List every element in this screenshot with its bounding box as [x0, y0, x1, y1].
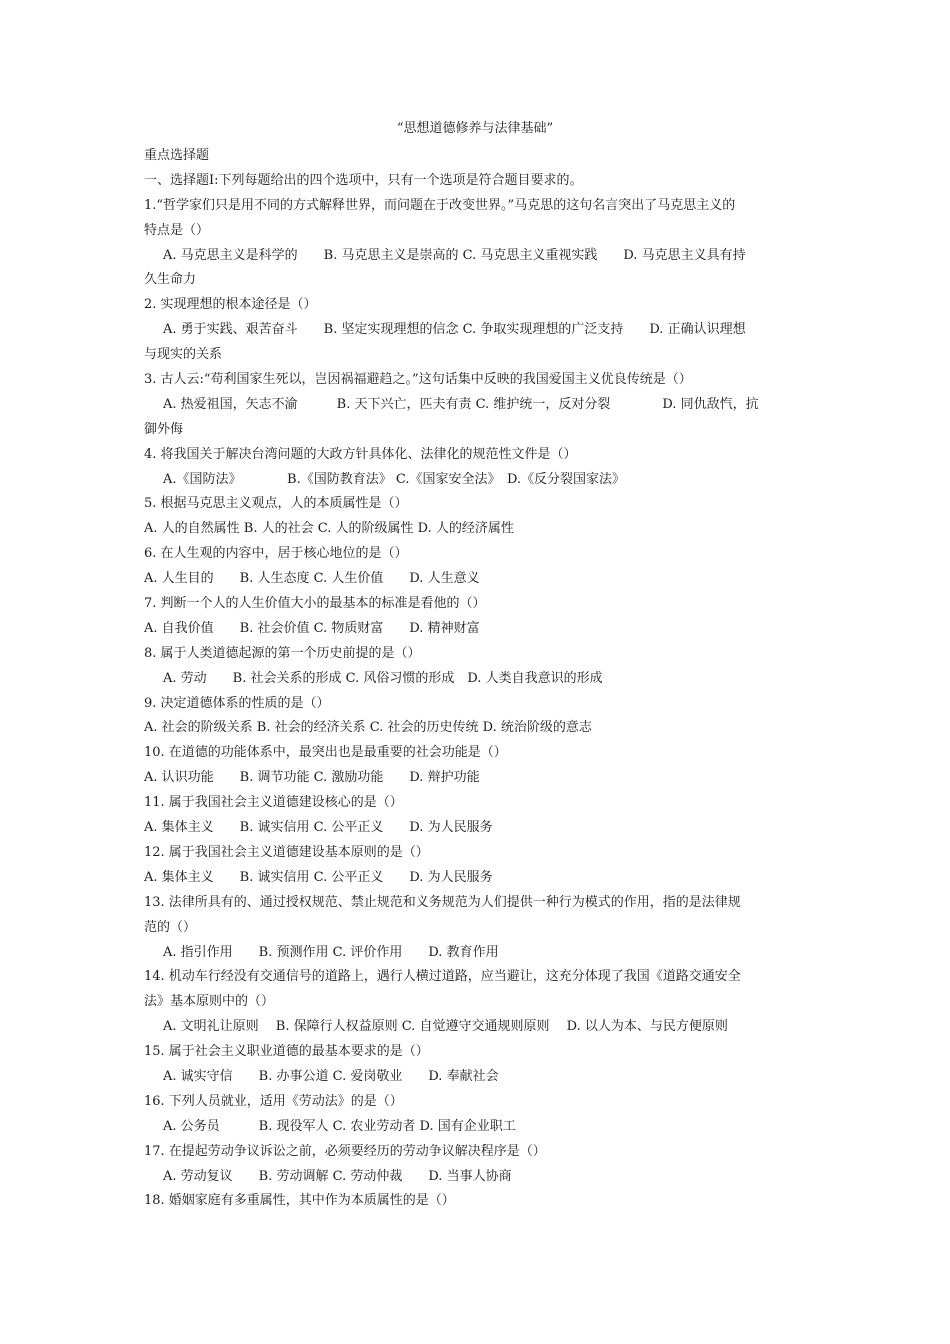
text-line: A. 人的自然属性 B. 人的社会 C. 人的阶级属性 D. 人的经济属性 [144, 521, 514, 537]
instruction-text: 一、选择题Ⅰ:下列每题给出的四个选项中，只有一个选项是符合题目要求的。 [144, 172, 583, 188]
text-line: A. 劳动复议 B. 劳动调解 C. 劳动仲裁 D. 当事人协商 [163, 1168, 512, 1184]
text-line: 2. 实现理想的根本途径是（） [144, 297, 317, 313]
text-line: 12. 属于我国社会主义道德建设基本原则的是（） [144, 844, 429, 860]
text-line: 特点是（） [144, 222, 210, 238]
text-line: A. 认识功能 B. 调节功能 C. 激励功能 D. 辩护功能 [144, 770, 480, 786]
text-line: 17. 在提起劳动争议诉讼之前，必须要经历的劳动争议解决程序是（） [144, 1143, 546, 1159]
text-line: A. 诚实守信 B. 办事公道 C. 爱岗敬业 D. 奉献社会 [163, 1068, 499, 1084]
text-line: 法》基本原则中的（） [144, 994, 275, 1010]
text-line: A. 热爱祖国，矢志不渝 B. 天下兴亡，匹夫有责 C. 维护统一，反对分裂 D. 同仇敌忾，抗 [163, 396, 759, 412]
text-line: 14. 机动车行经没有交通信号的道路上，遇行人横过道路，应当避让，这充分体现了我国《道路交通安全 [144, 969, 741, 985]
text-line: 16. 下列人员就业，适用《劳动法》的是（） [144, 1093, 403, 1109]
section-heading: 重点选择题 [144, 148, 210, 163]
text-line: A. 人生目的 B. 人生态度 C. 人生价值 D. 人生意义 [144, 571, 480, 587]
text-line: A. 勇于实践、艰苦奋斗 B. 坚定实现理想的信念 C. 争取实现理想的广泛支持 D. 正确认识理想 [163, 322, 746, 338]
text-line: 6. 在人生观的内容中，居于核心地位的是（） [144, 546, 408, 562]
text-line: A. 指引作用 B. 预测作用 C. 评价作用 D. 教育作用 [163, 944, 499, 960]
text-line: A. 集体主义 B. 诚实信用 C. 公平正义 D. 为人民服务 [144, 869, 493, 885]
text-line: 8. 属于人类道德起源的第一个历史前提的是（） [144, 645, 421, 661]
text-line: 久生命力 [144, 272, 197, 288]
document-body [144, 144, 810, 1214]
text-line: 4. 将我国关于解决台湾问题的大政方针具体化、法律化的规范性文件是（） [144, 446, 577, 462]
question-lines [144, 194, 810, 1215]
text-line: A. 劳动 B. 社会关系的形成 C. 风俗习惯的形成 D. 人类自我意识的形成 [163, 670, 603, 686]
text-line: 5. 根据马克思主义观点，人的本质属性是（） [144, 496, 408, 512]
text-line: 7. 判断一个人的人生价值大小的最基本的标准是看他的（） [144, 596, 486, 612]
text-line: 3. 古人云:“苟利国家生死以，岂因祸福避趋之。”这句话集中反映的我国爱国主义优良传统是（） [144, 372, 692, 388]
text-line: 范的（） [144, 919, 197, 935]
text-line: 13. 法律所具有的、通过授权规范、禁止规范和义务规范为人们提供一种行为模式的作用，指的是法律规 [144, 894, 741, 910]
text-line: 11. 属于我国社会主义道德建设核心的是（） [144, 795, 403, 811]
text-line: A. 社会的阶级关系 B. 社会的经济关系 C. 社会的历史传统 D. 统治阶级的意志 [144, 720, 592, 736]
text-line: 15. 属于社会主义职业道德的最基本要求的是（） [144, 1044, 429, 1060]
text-line: 10. 在道德的功能体系中，最突出也是最重要的社会功能是（） [144, 745, 507, 761]
text-line: 18. 婚姻家庭有多重属性，其中作为本质属性的是（） [144, 1193, 455, 1209]
text-line: A. 马克思主义是科学的 B. 马克思主义是崇高的 C. 马克思主义重视实践 D. 马克思主义具有持 [163, 247, 746, 263]
text-line: A. 文明礼让原则 B. 保障行人权益原则 C. 自觉遵守交通规则原则 D. 以人为本、与民方便原则 [163, 1019, 728, 1035]
text-line: A.《国防法》 B.《国防教育法》 C.《国家安全法》 D.《反分裂国家法》 [163, 471, 626, 487]
text-line: 御外侮 [144, 421, 184, 437]
text-line: 9. 决定道德体系的性质的是（） [144, 695, 330, 711]
document-title: “思想道德修养与法律基础” [396, 121, 554, 136]
text-line: A. 公务员 B. 现役军人 C. 农业劳动者 D. 国有企业职工 [163, 1118, 516, 1134]
text-line: 与现实的关系 [144, 347, 223, 363]
text-line: A. 自我价值 B. 社会价值 C. 物质财富 D. 精神财富 [144, 620, 480, 636]
text-line: 1.“哲学家们只是用不同的方式解释世界，而问题在于改变世界。”马克思的这句名言突出了马克思主义的 [144, 197, 736, 213]
text-line: A. 集体主义 B. 诚实信用 C. 公平正义 D. 为人民服务 [144, 820, 493, 836]
